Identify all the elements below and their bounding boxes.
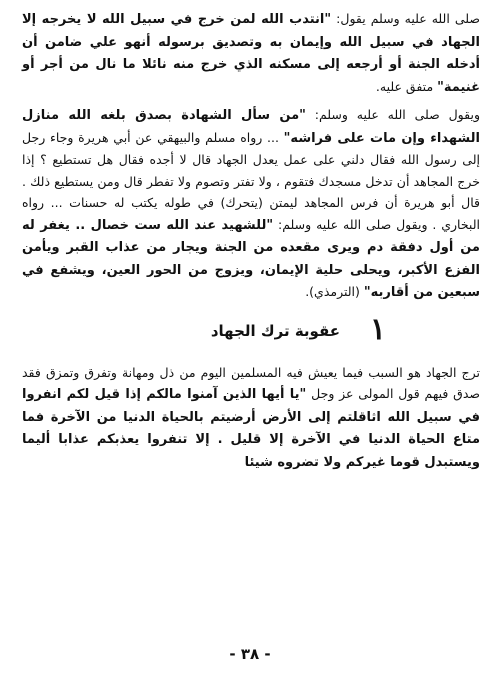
body-text: ... رواه مسلم والبيهقي عن أبي هريرة وجاء رجل إلى رسول الله فقال دلني على عمل يعدل الجهاد قال لا أجده فقال هل تستطيع ؟ إذا خرج المجاهد أن تدخل مسجدك فتقوم ، ولا تفتر وتصوم ولا تفطر قال ومن يستطيع ذلك . قال أبو هريرة أن فرس المجاهد ليمتن (يتحرك) في طوله يكتب له حسنات ... رواه البخاري . ويقول صلى الله عليه وسلم:: [22, 129, 480, 232]
quoted-text: "يا أيها الذين آمنوا مالكم إذا قيل لكم انفروا في سبيل الله اثاقلتم إلى الأرض أرضيتم بالحياة الدنيا من الآخرة فما متاع الحياة الدنيا في الآخرة إلا قليل . إلا تنفروا يعذبكم عذابا أليما ويستبدل قوما غيركم ولا تضروه شيئا: [22, 387, 480, 470]
section-title: عقوبة ترك الجهاد: [210, 321, 340, 340]
body-text: ترج الجهاد هو السبب فيما يعيش فيه المسلمين اليوم من ذل ومهانة وتفرق وتمزق فقد صدق فيهم قول المولى عز وجل: [22, 364, 480, 401]
paragraph: [22, 8, 480, 98]
page-body: [22, 8, 480, 473]
body-text: صلى الله عليه وسلم يقول:: [331, 11, 481, 26]
text-block-top: [22, 8, 480, 304]
quoted-text: "انتدب الله لمن خرج في سبيل الله لا يخرجه إلا الجهاد في سبيل الله وإيمان به وتصديق برسوله أنهو علي ضامن أن أدخله الجنة أو أرجعه إلى مسكنه الذي خرج منه نائلا ما نال من أجر أو غنيمة": [22, 12, 480, 95]
text-block-bottom: [22, 362, 480, 474]
quoted-text: "للشهيد عند الله ست خصال .. يغفر له من أول دفقة دم ويرى مقعده من الجنة ويجار من عذاب القبر ويأمن الفزع الأكبر، ويحلى حلية الإيمان، ويزوج من الحور العين، ويشفع في سبعين من أقاربه": [22, 217, 480, 300]
section-number: ١: [369, 311, 386, 347]
paragraph: [22, 104, 480, 304]
section-heading-row: [22, 312, 480, 356]
quoted-text: "من سأل الشهادة بصدق بلغه الله منازل الشهداء وإن مات على فراشه": [22, 108, 480, 146]
body-text: (الترمذي).: [305, 284, 364, 299]
paragraph: [22, 362, 480, 474]
body-text: ويقول صلى الله عليه وسلم:: [305, 107, 480, 122]
page-number: - ٣٨ -: [229, 645, 271, 663]
body-text: متفق عليه.: [375, 78, 438, 94]
